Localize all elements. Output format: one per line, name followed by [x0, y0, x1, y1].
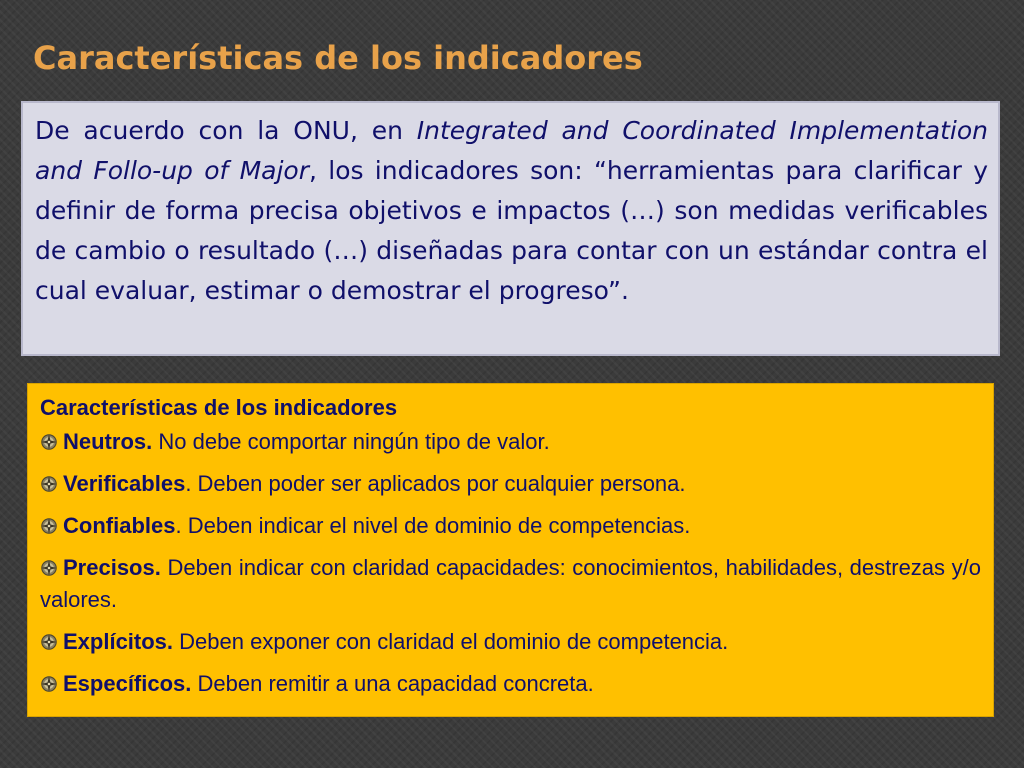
- quote-publication: Integrated and Coordinated Implementation and Follo-up of Major: [35, 116, 989, 185]
- compass-bullet-icon: [40, 559, 58, 577]
- quote-box: [21, 101, 1000, 356]
- item-description: Deben indicar con claridad capacidades: conocimientos, habilidades, destrezas y/o valores.: [40, 555, 981, 612]
- quote-intro: De acuerdo con la ONU, en: [35, 116, 417, 145]
- item-description: . Deben indicar el nivel de dominio de competencias.: [175, 513, 691, 538]
- item-description: Deben remitir a una capacidad concreta.: [191, 671, 594, 696]
- list-item: [40, 552, 981, 616]
- compass-bullet-icon: [40, 475, 58, 493]
- list-item: [40, 468, 981, 500]
- compass-bullet-icon: [40, 633, 58, 651]
- item-description: No debe comportar ningún tipo de valor.: [152, 429, 550, 454]
- slide-title: Características de los indicadores: [33, 39, 643, 77]
- quote-text: , los indicadores son: “herramientas para clarificar y definir de forma precisa objetivos e impactos (…) son medidas verificables de cambio o resultado (…) diseñadas para contar con un estándar contra el cual evaluar, estimar o demostrar el progreso”.: [35, 156, 989, 305]
- compass-bullet-icon: [40, 517, 58, 535]
- list-item: [40, 626, 981, 658]
- characteristics-heading: Características de los indicadores: [40, 395, 398, 420]
- list-item: [40, 510, 981, 542]
- item-description: Deben exponer con claridad el dominio de competencia.: [173, 629, 729, 654]
- item-term: Precisos.: [63, 555, 161, 580]
- compass-bullet-icon: [40, 433, 58, 451]
- item-description: . Deben poder ser aplicados por cualquier persona.: [185, 471, 686, 496]
- item-term: Específicos.: [63, 671, 192, 696]
- quote-paragraph: [35, 111, 988, 311]
- characteristics-box: [27, 383, 994, 717]
- item-term: Verificables: [63, 471, 186, 496]
- list-item: [40, 426, 981, 458]
- compass-bullet-icon: [40, 675, 58, 693]
- characteristics-list: [40, 426, 981, 700]
- item-term: Neutros.: [63, 429, 153, 454]
- item-term: Explícitos.: [63, 629, 174, 654]
- list-item: [40, 668, 981, 700]
- item-term: Confiables: [63, 513, 176, 538]
